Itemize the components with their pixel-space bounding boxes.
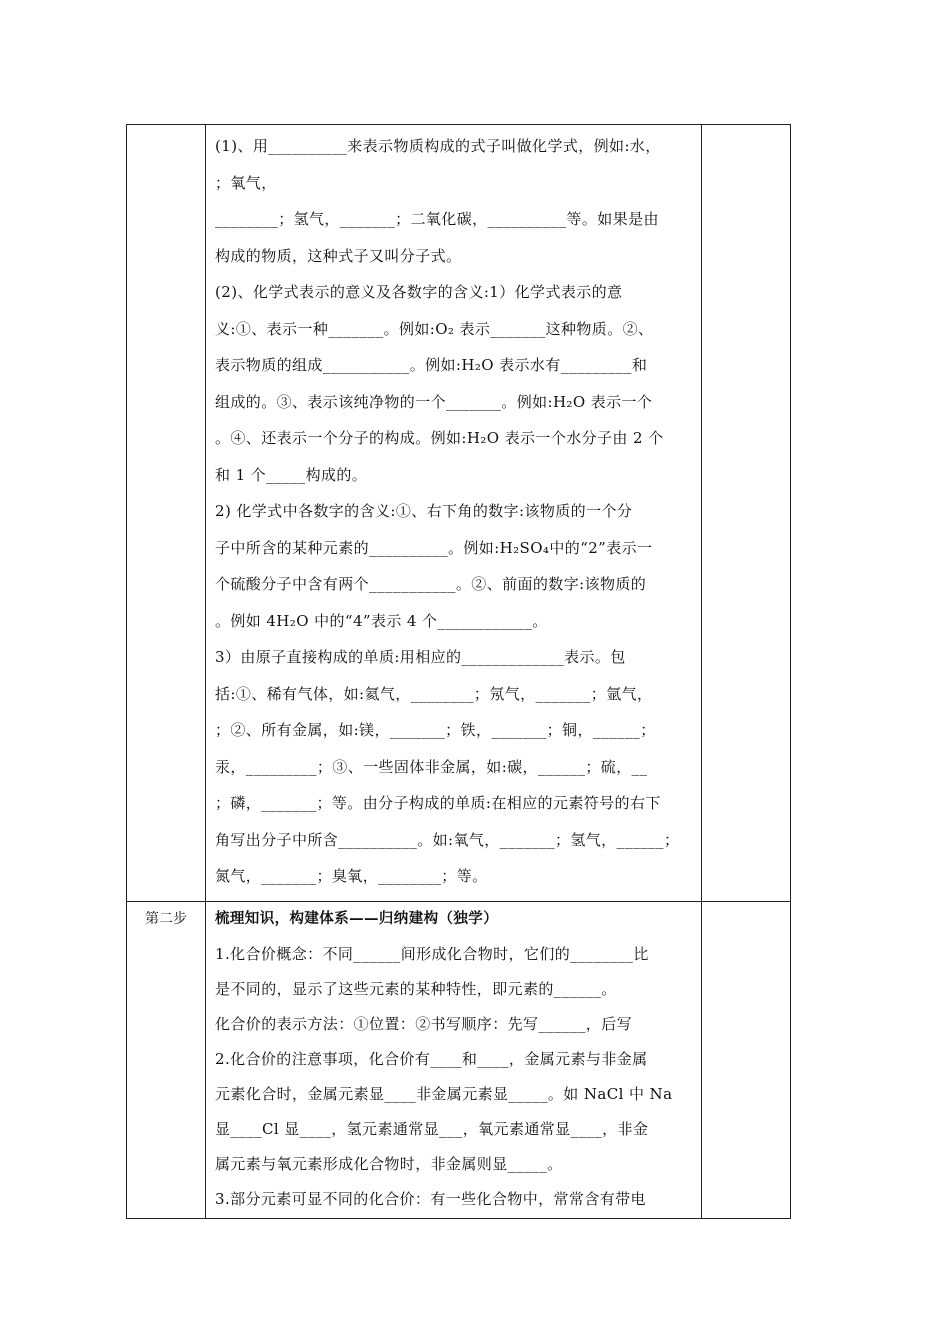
table-row bbox=[127, 125, 791, 902]
text-line: 括:①、稀有气体，如:氦气，________；氖气，_______；氩气， bbox=[215, 684, 653, 703]
text-line: 和 1 个_____构成的。 bbox=[215, 465, 368, 484]
text-line: 属元素与氧元素形成化合物时，非金属则显_____。 bbox=[215, 1154, 563, 1173]
text-line: 义:①、表示一种_______。例如:O₂ 表示_______这种物质。②、 bbox=[215, 319, 654, 338]
table-row bbox=[127, 901, 791, 1218]
step-label: 第二步 bbox=[145, 910, 187, 927]
text-line: 组成的。③、表示该纯净物的一个_______。例如:H₂O 表示一个 bbox=[215, 392, 653, 411]
step-cell bbox=[127, 901, 206, 1218]
text-line: 2) 化学式中各数字的含义:①、右下角的数字:该物质的一个分 bbox=[215, 502, 633, 520]
text-line: 2.化合价的注意事项，化合价有____和____，金属元素与非金属 bbox=[215, 1049, 648, 1068]
text-line: 3.部分元素可显不同的化合价：有一些化合物中，常常含有带电 bbox=[215, 1189, 646, 1208]
text-line: 氮气，_______；臭氧，________；等。 bbox=[215, 867, 488, 885]
notes-cell bbox=[702, 901, 791, 1218]
text-line: 1.化合价概念：不同______间形成化合物时，它们的________比 bbox=[215, 944, 649, 963]
step-label bbox=[127, 125, 205, 129]
content-block bbox=[206, 902, 701, 1218]
text-line: 子中所含的某种元素的__________。例如:H₂SO₄中的“2”表示一 bbox=[215, 538, 653, 557]
content-cell bbox=[206, 901, 702, 1218]
text-line: 个硫酸分子中含有两个___________。②、前面的数字:该物质的 bbox=[215, 575, 647, 593]
text-line: 角写出分子中所含__________。如:氧气，_______；氢气，______； bbox=[215, 830, 680, 849]
text-line: ；氧气， bbox=[215, 173, 277, 192]
text-line: 化合价的表示方法：①位置：②书写顺序：先写______，后写 bbox=[215, 1014, 633, 1033]
text-line: ________；氢气，_______；二氧化碳，__________等。如果是由 bbox=[215, 210, 659, 228]
text-line: (1)、用__________来表示物质构成的式子叫做化学式，例如:水， bbox=[215, 137, 661, 155]
text-line: 构成的物质，这种式子又叫分子式。 bbox=[215, 246, 462, 265]
text-line: ；磷，_______；等。由分子构成的单质:在相应的元素符号的右下 bbox=[215, 794, 661, 812]
content-cell bbox=[206, 125, 702, 902]
text-line: 。④、还表示一个分子的构成。例如:H₂O 表示一个水分子由 2 个 bbox=[215, 429, 664, 447]
notes-cell bbox=[702, 125, 791, 902]
section-heading: 梳理知识，构建体系——归纳建构（独学） bbox=[215, 910, 499, 927]
text-line: 表示物质的组成___________。例如:H₂O 表示水有_________和 bbox=[215, 356, 648, 374]
worksheet-table bbox=[126, 124, 791, 1219]
text-line: 。例如 4H₂O 中的“4”表示 4 个____________。 bbox=[215, 611, 548, 630]
text-line: 汞，_________；③、一些固体非金属，如:碳，______；硫，__ bbox=[215, 757, 648, 776]
step-cell bbox=[127, 125, 206, 902]
content-block bbox=[206, 125, 701, 901]
text-line: 是不同的，显示了这些元素的某种特性，即元素的______。 bbox=[215, 979, 617, 998]
text-line: 3）由原子直接构成的单质:用相应的_____________表示。包 bbox=[215, 648, 626, 666]
text-line: 显____Cl 显____，氢元素通常显___，氧元素通常显____，非金 bbox=[215, 1119, 649, 1138]
text-line: (2)、化学式表示的意义及各数字的含义:1）化学式表示的意 bbox=[215, 283, 623, 301]
text-line: 元素化合时，金属元素显____非金属元素显_____。如 NaCl 中 Na bbox=[215, 1084, 673, 1103]
text-line: ；②、所有金属，如:镁，_______；铁，_______；铜，______； bbox=[215, 721, 656, 739]
